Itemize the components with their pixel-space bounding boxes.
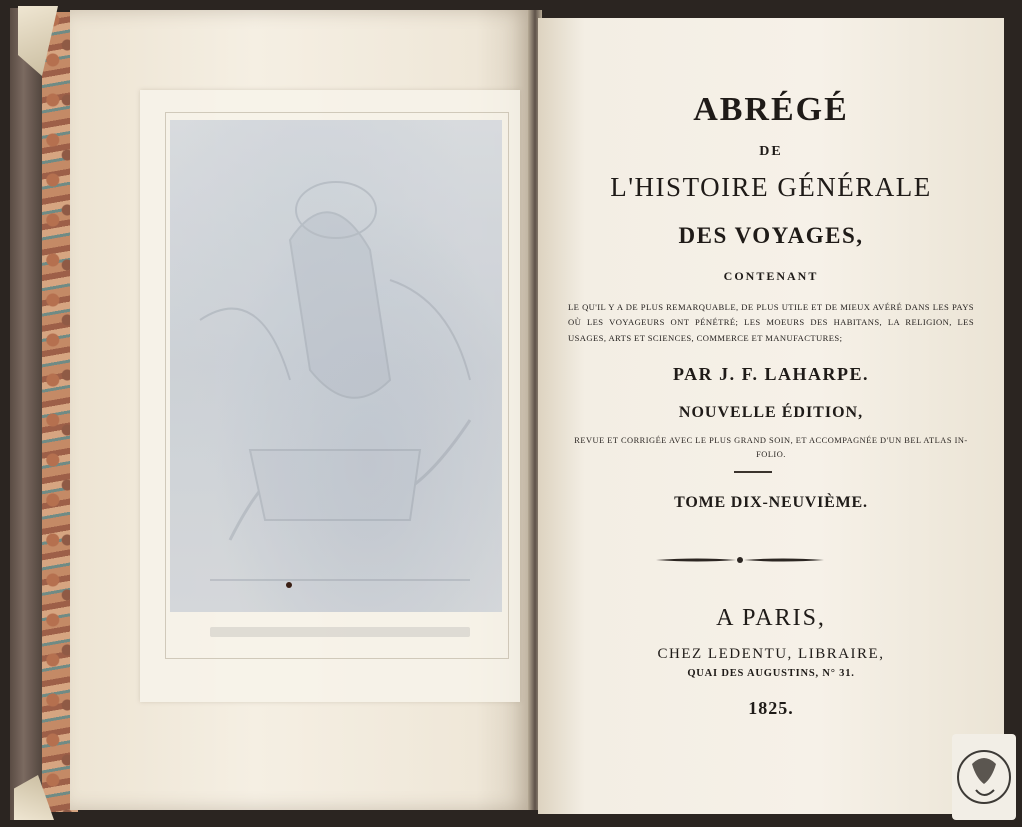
address-line: QUAI DES AUGUSTINS, N° 31. bbox=[687, 668, 855, 679]
volume-line: TOME DIX-NEUVIÈME. bbox=[674, 494, 868, 511]
edition-description: REVUE ET CORRIGÉE AVEC LE PLUS GRAND SOIN, ET ACCOMPAGNÉE D'UN BEL ATLAS IN-FOLIO. bbox=[574, 436, 968, 460]
edition-line: NOUVELLE ÉDITION, bbox=[678, 404, 864, 421]
title-des-voyages: DES VOYAGES, bbox=[678, 223, 864, 248]
title-page bbox=[538, 18, 1004, 814]
ornamental-rule bbox=[656, 555, 824, 565]
title-history: L'HISTOIRE GÉNÉRALE bbox=[610, 172, 932, 202]
author-line: PAR J. F. LAHARPE. bbox=[672, 364, 869, 384]
contents-description: LE QU'IL Y A DE PLUS REMARQUABLE, DE PLUS UTILE ET DE MIEUX AVÉRÉ DANS LES PAYS OÙ LES VOYAGEURS ONT PÉNÉTRÉ; LES MOEURS DES HABITANS, LA RELIGION, LES USAGES, ARTS ET SCIENCES, COMMERCE ET MANUFACTURES; bbox=[568, 301, 974, 343]
foxing-spot bbox=[286, 582, 292, 588]
contenant-label: CONTENANT bbox=[723, 269, 819, 283]
publisher-line: CHEZ LEDENTU, LIBRAIRE, bbox=[657, 646, 885, 662]
cover-edge bbox=[10, 8, 44, 820]
book-title: ABRÉGÉ bbox=[693, 91, 849, 128]
seller-logo-icon bbox=[952, 734, 1016, 820]
plate-caption bbox=[210, 627, 470, 637]
title-de: DE bbox=[759, 144, 783, 159]
year-line: 1825. bbox=[748, 698, 794, 718]
plate-engraving bbox=[170, 120, 502, 612]
seller-stamp bbox=[952, 734, 1016, 820]
city-line: A PARIS, bbox=[716, 605, 826, 631]
short-rule bbox=[734, 471, 772, 473]
frontispiece-plate bbox=[170, 120, 502, 612]
